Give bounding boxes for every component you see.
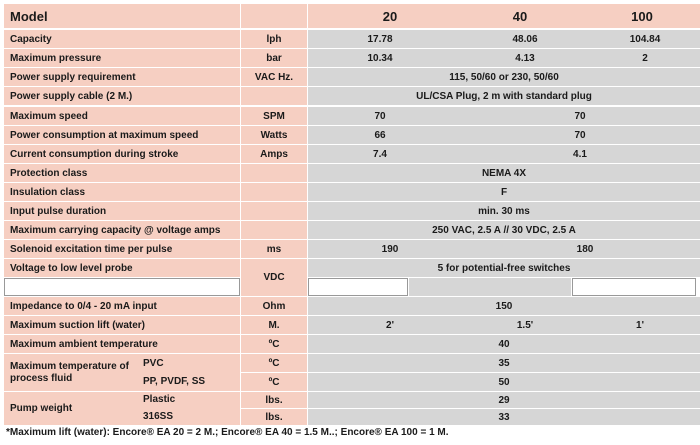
row-suction-unit: M. [241,316,307,334]
row-carrying-unit [241,221,307,239]
row-impedance-unit: Ohm [241,297,307,315]
row-carrying-label: Maximum carrying capacity @ voltage amps [4,221,240,239]
row-pulse-unit [241,202,307,220]
row-speed-40: 70 [574,110,586,122]
row-current-40: 4.1 [573,148,587,160]
row-impedance-label: Impedance to 0/4 - 20 mA input [4,297,240,315]
row-power-req-label: Power supply requirement [4,68,240,86]
row-capacity-label: Capacity [4,30,240,48]
row-current-20: 7.4 [373,148,387,160]
row-power-cons-40: 70 [574,129,586,141]
row-pressure-unit: bar [241,49,307,67]
row-weight-plastic-label: Plastic [143,394,176,405]
row-weight-plastic-unit: lbs. [241,392,307,408]
row-suction-label: Maximum suction lift (water) [4,316,240,334]
row-probe-label: Voltage to low level probe [4,259,240,277]
row-pressure-40: 4.13 [515,52,535,64]
row-speed-unit: SPM [241,107,307,125]
row-cable-value: UL/CSA Plug, 2 m with standard plug [308,87,700,105]
row-fluid-pp-unit: ºC [241,373,307,391]
row-capacity-40: 48.06 [512,33,538,45]
header-model: Model [4,4,240,28]
header-model-40: 40 [512,8,528,24]
row-fluid-pvc-unit: ºC [241,354,307,372]
row-speed-label: Maximum speed [4,107,240,125]
row-weight-ss-label: 316SS [143,411,174,422]
row-suction-100: 1' [636,319,644,331]
row-pressure-label: Maximum pressure [4,49,240,67]
row-probe-blank-100 [572,278,696,296]
header-model-100: 100 [631,8,653,24]
header-model-20: 20 [382,8,398,24]
row-suction-40: 1.5' [516,319,534,331]
row-cable-unit [241,87,307,105]
row-ambient-unit: ºC [241,335,307,353]
row-fluid-pvc-value: 35 [308,354,700,372]
row-insulation-value: F [308,183,700,201]
header-unit-blank [241,4,307,28]
row-capacity-100: 104.84 [629,33,661,45]
row-protection-unit [241,164,307,182]
row-power-req-unit: VAC Hz. [241,68,307,86]
row-capacity-20: 17.78 [367,33,393,45]
row-solenoid-label: Solenoid excitation time per pulse [4,240,240,258]
row-ambient-value: 40 [308,335,700,353]
row-probe-unit: VDC [241,259,307,296]
row-power-cons-20: 66 [374,129,386,141]
row-probe-value: 5 for potential-free switches [308,259,700,277]
row-solenoid-20: 190 [381,243,399,255]
row-fluid-label: Maximum temperature of process fluid [4,354,240,391]
row-pulse-label: Input pulse duration [4,202,240,220]
row-protection-value: NEMA 4X [308,164,700,182]
row-probe-blank-20 [308,278,408,296]
row-impedance-value: 150 [308,297,700,315]
row-current-label: Current consumption during stroke [4,145,240,163]
row-cable-label: Power supply cable (2 M.) [4,87,240,105]
footnote: *Maximum lift (water): Encore® EA 20 = 2 M.; Encore® EA 40 = 1.5 M..; Encore® EA 100 = 1 M. [6,427,449,438]
row-pressure-20: 10.34 [367,52,393,64]
row-weight-ss-value: 33 [308,409,700,425]
row-power-cons-label: Power consumption at maximum speed [4,126,240,144]
row-pressure-100: 2 [642,52,648,64]
row-carrying-value: 250 VAC, 2.5 A // 30 VDC, 2.5 A [308,221,700,239]
row-weight-label: Pump weight [4,392,240,425]
row-capacity-unit: lph [241,30,307,48]
row-fluid-pvc-label: PVC [143,358,164,369]
row-protection-label: Protection class [4,164,240,182]
row-current-unit: Amps [241,145,307,163]
row-probe-blank [4,278,240,296]
row-insulation-label: Insulation class [4,183,240,201]
row-pulse-value: min. 30 ms [308,202,700,220]
row-solenoid-unit: ms [241,240,307,258]
row-ambient-label: Maximum ambient temperature [4,335,240,353]
row-fluid-pp-value: 50 [308,373,700,391]
row-suction-20: 2' [386,319,394,331]
row-weight-plastic-value: 29 [308,392,700,408]
row-power-req-value: 115, 50/60 or 230, 50/60 [308,68,700,86]
row-speed-20: 70 [374,110,386,122]
row-fluid-pp-label: PP, PVDF, SS [143,376,206,387]
row-weight-ss-unit: lbs. [241,409,307,425]
row-insulation-unit [241,183,307,201]
row-solenoid-40: 180 [576,243,594,255]
row-power-cons-unit: Watts [241,126,307,144]
row-probe-blank-40 [409,278,571,296]
